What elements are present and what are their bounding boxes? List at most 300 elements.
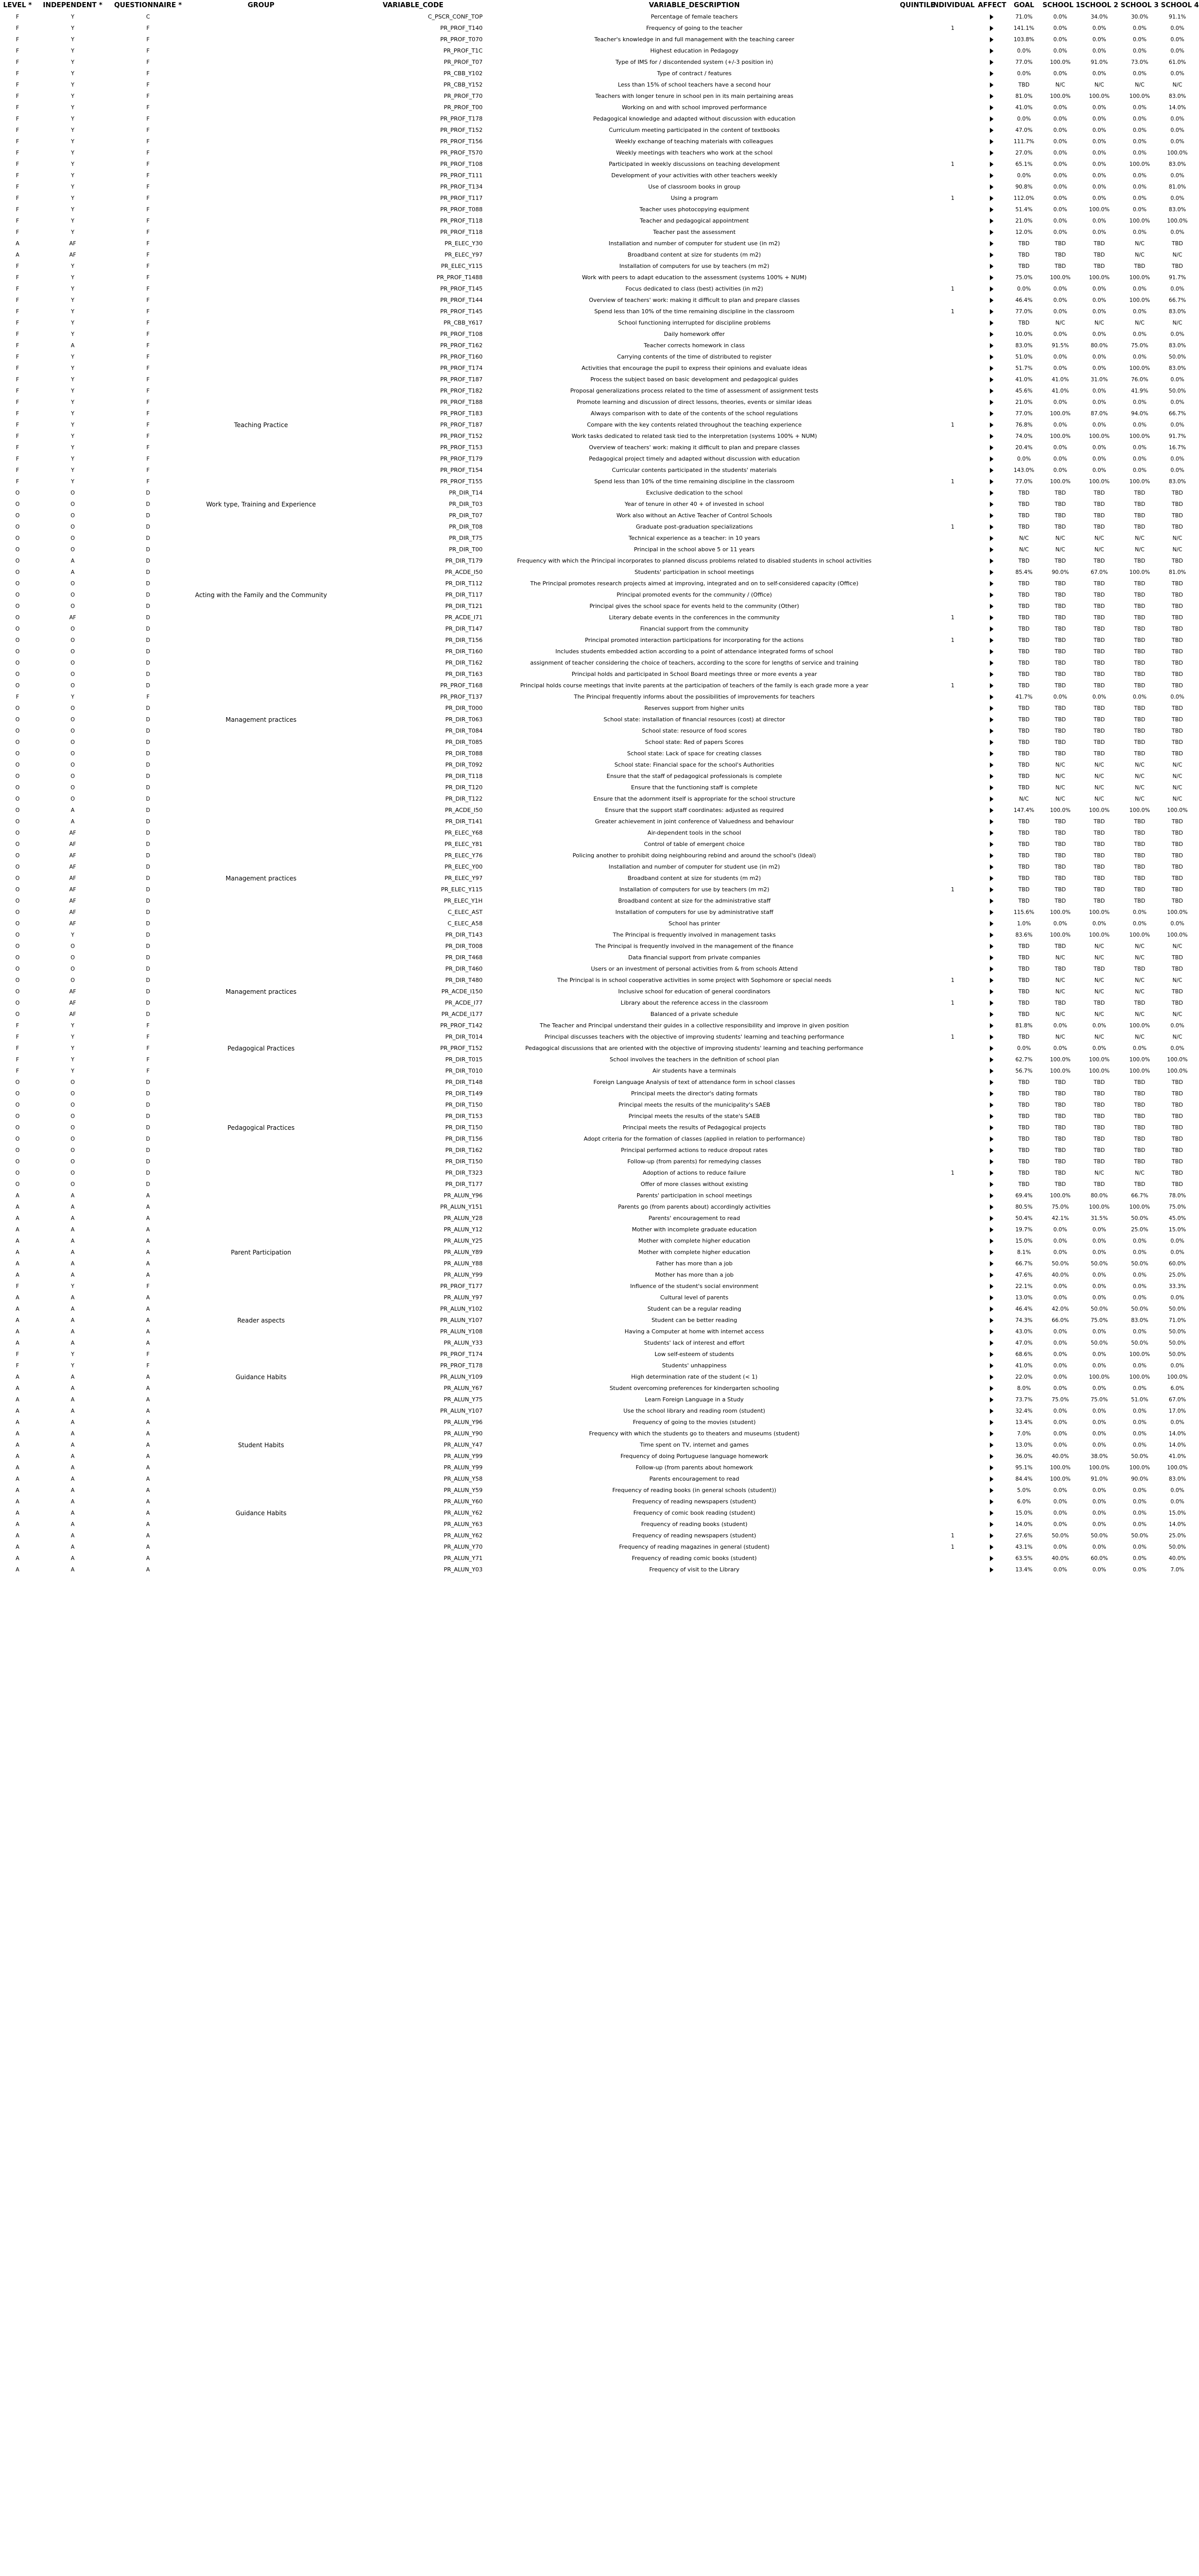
group-cell[interactable] [186, 907, 337, 918]
school-3-cell[interactable]: N/C [1135, 535, 1145, 541]
group-cell[interactable] [186, 816, 337, 827]
goal-cell[interactable]: 6.0% [1017, 1499, 1031, 1505]
school-1-cell[interactable]: 100.0% [1050, 93, 1071, 99]
variable-code-cell[interactable]: PR_ALUN_Y102 [440, 1306, 483, 1312]
quintile-cell[interactable] [899, 1553, 928, 1564]
independent-cell[interactable]: A [71, 1453, 75, 1460]
school-1-cell[interactable]: 0.0% [1053, 297, 1067, 303]
school-3-cell[interactable]: TBD [1134, 581, 1145, 587]
variable-code-cell[interactable]: PR_DIR_T160 [445, 648, 483, 655]
goal-cell[interactable]: 27.0% [1015, 150, 1033, 156]
goal-cell[interactable]: 32.4% [1015, 1408, 1033, 1414]
variable-description-cell[interactable]: Adopt criteria for the formation of classes (applied in relation to performance) [584, 1136, 805, 1142]
school-4-cell[interactable]: TBD [1172, 1113, 1183, 1120]
group-cell[interactable] [186, 1383, 337, 1394]
group-cell[interactable]: Management practices [226, 716, 297, 723]
individual-cell[interactable]: 1 [951, 195, 954, 201]
school-1-cell[interactable]: 0.0% [1053, 399, 1067, 405]
affect-cell[interactable] [977, 895, 1006, 907]
quintile-cell[interactable] [899, 1281, 928, 1292]
school-4-cell[interactable]: 15.0% [1169, 1227, 1186, 1233]
school-2-cell[interactable]: 80.0% [1090, 343, 1108, 349]
school-2-cell[interactable]: TBD [1093, 683, 1105, 689]
individual-cell[interactable] [929, 1077, 977, 1088]
independent-cell[interactable]: A [71, 1193, 75, 1199]
questionnaire-cell[interactable]: F [146, 320, 150, 326]
level-cell[interactable]: O [15, 558, 20, 564]
independent-cell[interactable]: A [71, 1555, 75, 1562]
independent-cell[interactable]: O [70, 592, 75, 598]
level-cell[interactable]: A [15, 1385, 20, 1392]
individual-cell[interactable] [929, 317, 977, 329]
school-2-cell[interactable]: 0.0% [1092, 1385, 1106, 1392]
quintile-cell[interactable] [899, 295, 928, 306]
variable-code-cell[interactable]: PR_ACDE_I150 [441, 988, 483, 995]
level-cell[interactable]: O [15, 739, 20, 745]
quintile-cell[interactable] [899, 419, 928, 431]
school-2-cell[interactable]: 0.0% [1092, 1272, 1106, 1278]
questionnaire-cell[interactable]: F [146, 377, 150, 383]
variable-code-cell[interactable]: PR_DIR_T085 [445, 739, 483, 745]
quintile-cell[interactable] [899, 884, 928, 895]
level-cell[interactable]: O [15, 637, 20, 643]
individual-cell[interactable] [929, 1485, 977, 1496]
variable-description-cell[interactable]: Teacher's knowledge in and full management with the teaching career [594, 36, 795, 43]
variable-description-cell[interactable]: School functioning interrupted for discipline problems [618, 319, 771, 326]
school-2-cell[interactable]: 100.0% [1089, 433, 1110, 439]
individual-cell[interactable] [929, 136, 977, 147]
school-4-cell[interactable]: 83.0% [1169, 207, 1186, 213]
questionnaire-cell[interactable]: A [146, 1567, 150, 1573]
school-4-cell[interactable]: 83.0% [1169, 161, 1186, 167]
school-4-cell[interactable]: TBD [1172, 513, 1183, 519]
school-3-cell[interactable]: 0.0% [1133, 1363, 1147, 1369]
group-cell[interactable] [186, 737, 337, 748]
variable-code-cell[interactable]: PR_PROF_T160 [440, 353, 483, 360]
school-2-cell[interactable]: 0.0% [1092, 445, 1106, 451]
affect-cell[interactable] [977, 1371, 1006, 1383]
header-questionnaire[interactable]: QUESTIONNAIRE * [114, 2, 182, 9]
group-cell[interactable] [186, 1156, 337, 1167]
school-2-cell[interactable]: 0.0% [1092, 1521, 1106, 1528]
quintile-cell[interactable] [899, 1360, 928, 1371]
independent-cell[interactable]: AF [69, 1000, 76, 1006]
individual-cell[interactable] [929, 669, 977, 680]
individual-cell[interactable] [929, 1122, 977, 1133]
school-3-cell[interactable]: 0.0% [1133, 139, 1147, 145]
individual-cell[interactable] [929, 1281, 977, 1292]
school-2-cell[interactable]: N/C [1094, 977, 1104, 984]
variable-description-cell[interactable]: Adoption of actions to reduce failure [642, 1170, 746, 1176]
school-3-cell[interactable]: 0.0% [1133, 25, 1147, 31]
goal-cell[interactable]: TBD [1018, 82, 1030, 88]
questionnaire-cell[interactable]: D [146, 1170, 150, 1176]
quintile-cell[interactable] [899, 895, 928, 907]
variable-code-cell[interactable]: PR_PROF_T70 [443, 93, 483, 99]
variable-description-cell[interactable]: School has printer [669, 920, 721, 927]
school-2-cell[interactable]: 0.0% [1092, 1295, 1106, 1301]
quintile-cell[interactable] [899, 669, 928, 680]
quintile-cell[interactable] [899, 941, 928, 952]
quintile-cell[interactable] [899, 159, 928, 170]
school-4-cell[interactable]: 0.0% [1170, 71, 1185, 77]
school-4-cell[interactable]: 0.0% [1170, 1487, 1185, 1494]
school-2-cell[interactable]: 38.0% [1090, 1453, 1108, 1460]
independent-cell[interactable]: O [70, 751, 75, 757]
school-4-cell[interactable]: N/C [1172, 1011, 1183, 1018]
affect-cell[interactable] [977, 1462, 1006, 1473]
quintile-cell[interactable] [899, 1519, 928, 1530]
group-cell[interactable] [186, 1303, 337, 1315]
school-4-cell[interactable]: TBD [1172, 853, 1183, 859]
school-4-cell[interactable]: N/C [1172, 1034, 1183, 1040]
affect-cell[interactable] [977, 1122, 1006, 1133]
school-4-cell[interactable]: TBD [1172, 660, 1183, 666]
affect-cell[interactable] [977, 1111, 1006, 1122]
school-4-cell[interactable]: 0.0% [1170, 116, 1185, 122]
school-1-cell[interactable]: TBD [1054, 1000, 1066, 1006]
school-4-cell[interactable]: 91.1% [1169, 14, 1186, 20]
questionnaire-cell[interactable]: D [146, 751, 150, 757]
variable-code-cell[interactable]: PR_ALUN_Y62 [443, 1532, 483, 1539]
individual-cell[interactable] [929, 329, 977, 340]
school-1-cell[interactable]: TBD [1054, 751, 1066, 757]
affect-cell[interactable] [977, 1507, 1006, 1519]
independent-cell[interactable]: Y [71, 82, 75, 88]
group-cell[interactable] [186, 487, 337, 499]
goal-cell[interactable]: TBD [1018, 1125, 1030, 1131]
independent-cell[interactable]: O [70, 705, 75, 711]
group-cell[interactable] [186, 1519, 337, 1530]
goal-cell[interactable]: TBD [1018, 1181, 1030, 1188]
group-cell[interactable] [186, 238, 337, 249]
level-cell[interactable]: A [15, 1193, 20, 1199]
quintile-cell[interactable] [899, 1145, 928, 1156]
affect-cell[interactable] [977, 1077, 1006, 1088]
school-3-cell[interactable]: 50.0% [1131, 1306, 1149, 1312]
variable-description-cell[interactable]: Principal meets the results of the state's SAEB [628, 1113, 760, 1120]
level-cell[interactable]: O [15, 660, 20, 666]
school-4-cell[interactable]: 6.0% [1170, 1385, 1185, 1392]
goal-cell[interactable]: TBD [1018, 943, 1030, 950]
variable-description-cell[interactable]: Installation and number of computer for student use (in m2) [608, 240, 780, 247]
school-3-cell[interactable]: 0.0% [1133, 1385, 1147, 1392]
school-2-cell[interactable]: 0.0% [1092, 309, 1106, 315]
school-2-cell[interactable]: TBD [1093, 513, 1105, 519]
goal-cell[interactable]: 50.4% [1015, 1215, 1033, 1222]
questionnaire-cell[interactable]: D [146, 671, 150, 677]
individual-cell[interactable] [929, 453, 977, 465]
school-2-cell[interactable]: TBD [1093, 490, 1105, 496]
group-cell[interactable] [186, 884, 337, 895]
school-3-cell[interactable]: 100.0% [1129, 1023, 1150, 1029]
quintile-cell[interactable] [899, 487, 928, 499]
school-2-cell[interactable]: 91.0% [1090, 1476, 1108, 1482]
individual-cell[interactable] [929, 1213, 977, 1224]
independent-cell[interactable]: AF [69, 853, 76, 859]
questionnaire-cell[interactable]: D [146, 1159, 150, 1165]
independent-cell[interactable]: A [71, 1487, 75, 1494]
variable-description-cell[interactable]: Compare with the key contents related throughout the teaching experience [587, 421, 802, 428]
goal-cell[interactable]: TBD [1018, 1079, 1030, 1086]
variable-code-cell[interactable]: PR_DIR_T143 [445, 931, 483, 938]
variable-code-cell[interactable]: PR_ELEC_Y30 [444, 240, 483, 247]
variable-description-cell[interactable]: Father has more than a job [656, 1260, 733, 1267]
school-2-cell[interactable]: 0.0% [1092, 184, 1106, 190]
school-1-cell[interactable]: TBD [1054, 853, 1066, 859]
variable-code-cell[interactable]: PR_PROF_T152 [440, 1045, 483, 1052]
school-4-cell[interactable]: 0.0% [1170, 1249, 1185, 1256]
independent-cell[interactable]: A [71, 1476, 75, 1482]
school-1-cell[interactable]: N/C [1055, 1011, 1066, 1018]
goal-cell[interactable]: TBD [1018, 581, 1030, 587]
school-4-cell[interactable]: 0.0% [1170, 399, 1185, 405]
school-3-cell[interactable]: TBD [1134, 875, 1145, 882]
school-2-cell[interactable]: TBD [1093, 1113, 1105, 1120]
quintile-cell[interactable] [899, 601, 928, 612]
level-cell[interactable]: A [15, 1374, 20, 1380]
school-2-cell[interactable]: N/C [1094, 955, 1104, 961]
school-3-cell[interactable]: 30.0% [1131, 14, 1149, 20]
individual-cell[interactable]: 1 [951, 524, 954, 530]
goal-cell[interactable]: 10.0% [1015, 331, 1033, 337]
goal-cell[interactable]: 43.1% [1015, 1544, 1033, 1550]
quintile-cell[interactable] [899, 1213, 928, 1224]
school-3-cell[interactable]: N/C [1135, 1170, 1145, 1176]
school-3-cell[interactable]: 94.0% [1131, 411, 1149, 417]
group-cell[interactable] [186, 929, 337, 941]
goal-cell[interactable]: TBD [1018, 989, 1030, 995]
school-2-cell[interactable]: 0.0% [1092, 1283, 1106, 1290]
group-cell[interactable] [186, 963, 337, 975]
individual-cell[interactable] [929, 1405, 977, 1417]
individual-cell[interactable] [929, 771, 977, 782]
header-goal[interactable]: GOAL [1014, 2, 1034, 9]
school-2-cell[interactable]: N/C [1094, 785, 1104, 791]
quintile-cell[interactable] [899, 329, 928, 340]
quintile-cell[interactable] [899, 612, 928, 623]
goal-cell[interactable]: 36.0% [1015, 1453, 1033, 1460]
variable-description-cell[interactable]: Frequency of going to the movies (student) [632, 1419, 756, 1426]
independent-cell[interactable]: O [70, 490, 75, 496]
variable-code-cell[interactable]: PR_DIR_T117 [445, 591, 483, 598]
variable-code-cell[interactable]: PR_DIR_T121 [445, 603, 483, 609]
goal-cell[interactable]: 65.1% [1015, 161, 1033, 167]
individual-cell[interactable]: 1 [951, 1544, 954, 1550]
goal-cell[interactable]: TBD [1018, 513, 1030, 519]
school-1-cell[interactable]: 100.0% [1050, 807, 1071, 814]
group-cell[interactable] [186, 1541, 337, 1553]
school-2-cell[interactable]: TBD [1093, 626, 1105, 632]
school-2-cell[interactable]: 100.0% [1089, 807, 1110, 814]
quintile-cell[interactable] [899, 317, 928, 329]
individual-cell[interactable] [929, 691, 977, 703]
variable-description-cell[interactable]: Frequency of doing Portuguese language homework [620, 1453, 768, 1460]
individual-cell[interactable] [929, 431, 977, 442]
variable-code-cell[interactable]: PR_PROF_T1C [443, 47, 483, 54]
school-2-cell[interactable]: N/C [1094, 320, 1104, 326]
level-cell[interactable]: A [15, 1249, 20, 1256]
goal-cell[interactable]: 141.1% [1014, 25, 1035, 31]
goal-cell[interactable]: 41.0% [1015, 377, 1033, 383]
school-1-cell[interactable]: 0.0% [1053, 467, 1067, 473]
school-2-cell[interactable]: TBD [1093, 252, 1105, 258]
independent-cell[interactable]: O [70, 955, 75, 961]
independent-cell[interactable]: O [70, 1125, 75, 1131]
variable-description-cell[interactable]: Broadband content at size for students (m m2) [627, 251, 761, 258]
level-cell[interactable]: O [15, 1136, 20, 1142]
individual-cell[interactable] [929, 827, 977, 839]
individual-cell[interactable] [929, 963, 977, 975]
goal-cell[interactable]: TBD [1018, 660, 1030, 666]
questionnaire-cell[interactable]: D [146, 909, 150, 916]
affect-cell[interactable] [977, 1564, 1006, 1575]
level-cell[interactable]: F [15, 354, 19, 360]
individual-cell[interactable] [929, 816, 977, 827]
group-cell[interactable] [186, 170, 337, 181]
school-3-cell[interactable]: 0.0% [1133, 1419, 1147, 1426]
affect-cell[interactable] [977, 1428, 1006, 1439]
group-cell[interactable] [186, 544, 337, 555]
school-1-cell[interactable]: TBD [1054, 1091, 1066, 1097]
school-2-cell[interactable]: 0.0% [1092, 388, 1106, 394]
school-2-cell[interactable]: TBD [1093, 728, 1105, 734]
independent-cell[interactable]: O [70, 513, 75, 519]
variable-description-cell[interactable]: Principal discusses teachers with the objective of improving students' learning and teaching performance [544, 1033, 844, 1040]
variable-code-cell[interactable]: PR_PROF_T134 [440, 183, 483, 190]
questionnaire-cell[interactable]: D [146, 921, 150, 927]
group-cell[interactable] [186, 261, 337, 272]
school-1-cell[interactable]: 40.0% [1051, 1555, 1069, 1562]
independent-cell[interactable]: Y [71, 127, 75, 133]
school-2-cell[interactable]: 0.0% [1092, 1351, 1106, 1358]
affect-cell[interactable] [977, 521, 1006, 533]
school-4-cell[interactable]: TBD [1172, 1102, 1183, 1108]
affect-cell[interactable] [977, 1269, 1006, 1281]
variable-description-cell[interactable]: Always comparison with to date of the contents of the school regulations [590, 410, 798, 417]
independent-cell[interactable]: A [71, 1204, 75, 1210]
school-2-cell[interactable]: 100.0% [1089, 93, 1110, 99]
quintile-cell[interactable] [899, 714, 928, 725]
variable-description-cell[interactable]: Frequency with which the students go to theaters and museums (student) [589, 1430, 800, 1437]
school-2-cell[interactable]: TBD [1093, 966, 1105, 972]
goal-cell[interactable]: TBD [1018, 853, 1030, 859]
school-2-cell[interactable]: 0.0% [1092, 1227, 1106, 1233]
independent-cell[interactable]: Y [71, 207, 75, 213]
questionnaire-cell[interactable]: F [146, 116, 150, 122]
independent-cell[interactable]: AF [69, 830, 76, 836]
school-3-cell[interactable]: N/C [1135, 796, 1145, 802]
school-2-cell[interactable]: TBD [1093, 581, 1105, 587]
school-4-cell[interactable]: N/C [1172, 943, 1183, 950]
school-3-cell[interactable]: 0.0% [1133, 286, 1147, 292]
variable-code-cell[interactable]: PR_ALUN_Y89 [443, 1249, 483, 1256]
quintile-cell[interactable] [899, 691, 928, 703]
individual-cell[interactable] [929, 91, 977, 102]
goal-cell[interactable]: 84.4% [1015, 1476, 1033, 1482]
variable-code-cell[interactable]: PR_DIR_T088 [445, 750, 483, 757]
affect-cell[interactable] [977, 1065, 1006, 1077]
questionnaire-cell[interactable]: D [146, 569, 150, 575]
group-cell[interactable] [186, 431, 337, 442]
school-4-cell[interactable]: 0.0% [1170, 1023, 1185, 1029]
variable-description-cell[interactable]: Daily homework offer [663, 331, 725, 337]
goal-cell[interactable]: TBD [1018, 1034, 1030, 1040]
affect-cell[interactable] [977, 975, 1006, 986]
variable-code-cell[interactable]: PR_DIR_T150 [445, 1124, 483, 1131]
quintile-cell[interactable] [899, 57, 928, 68]
questionnaire-cell[interactable]: A [146, 1374, 150, 1380]
variable-code-cell[interactable]: PR_PROF_T183 [440, 410, 483, 417]
variable-description-cell[interactable]: Principal meets the director's dating formats [631, 1090, 758, 1097]
school-2-cell[interactable]: 0.0% [1092, 127, 1106, 133]
affect-cell[interactable] [977, 782, 1006, 793]
school-1-cell[interactable]: N/C [1055, 989, 1066, 995]
goal-cell[interactable]: 103.8% [1014, 37, 1035, 43]
variable-description-cell[interactable]: Students' lack of interest and effort [644, 1340, 745, 1346]
quintile-cell[interactable] [899, 907, 928, 918]
school-3-cell[interactable]: TBD [1134, 1136, 1145, 1142]
variable-description-cell[interactable]: High determination rate of the student (< 1) [631, 1374, 758, 1380]
individual-cell[interactable] [929, 805, 977, 816]
variable-code-cell[interactable]: C_ELEC_AST [448, 909, 483, 916]
quintile-cell[interactable] [899, 725, 928, 737]
variable-description-cell[interactable]: Mother with incomplete graduate education [631, 1226, 757, 1233]
group-cell[interactable] [186, 555, 337, 567]
level-cell[interactable]: A [15, 1340, 20, 1346]
independent-cell[interactable]: AF [69, 841, 76, 848]
school-1-cell[interactable]: 0.0% [1053, 229, 1067, 235]
individual-cell[interactable] [929, 533, 977, 544]
variable-description-cell[interactable]: Time spent on TV, internet and games [640, 1442, 749, 1448]
variable-description-cell[interactable]: Frequency of reading newspapers (student) [632, 1532, 757, 1539]
affect-cell[interactable] [977, 34, 1006, 45]
group-cell[interactable] [186, 725, 337, 737]
school-1-cell[interactable]: 0.0% [1053, 1023, 1067, 1029]
school-4-cell[interactable]: TBD [1172, 241, 1183, 247]
group-cell[interactable] [186, 193, 337, 204]
quintile-cell[interactable] [899, 975, 928, 986]
affect-cell[interactable] [977, 510, 1006, 521]
school-2-cell[interactable]: 0.0% [1092, 1249, 1106, 1256]
goal-cell[interactable]: 14.0% [1015, 1521, 1033, 1528]
group-cell[interactable] [186, 227, 337, 238]
quintile-cell[interactable] [899, 45, 928, 57]
goal-cell[interactable]: 51.4% [1015, 207, 1033, 213]
school-3-cell[interactable]: 50.0% [1131, 1533, 1149, 1539]
school-3-cell[interactable]: 0.0% [1133, 1510, 1147, 1516]
independent-cell[interactable]: Y [71, 331, 75, 337]
school-1-cell[interactable]: N/C [1055, 977, 1066, 984]
affect-cell[interactable] [977, 714, 1006, 725]
quintile-cell[interactable] [899, 1099, 928, 1111]
quintile-cell[interactable] [899, 340, 928, 351]
individual-cell[interactable] [929, 68, 977, 79]
group-cell[interactable] [186, 34, 337, 45]
school-2-cell[interactable]: 0.0% [1092, 161, 1106, 167]
level-cell[interactable]: F [15, 207, 19, 213]
independent-cell[interactable]: Y [71, 479, 75, 485]
level-cell[interactable]: A [15, 1419, 20, 1426]
school-4-cell[interactable]: 91.7% [1169, 433, 1186, 439]
affect-cell[interactable] [977, 1258, 1006, 1269]
variable-code-cell[interactable]: PR_DIR_T120 [445, 784, 483, 791]
goal-cell[interactable]: 8.1% [1017, 1249, 1031, 1256]
goal-cell[interactable]: 77.0% [1015, 479, 1033, 485]
questionnaire-cell[interactable]: F [146, 139, 150, 145]
school-2-cell[interactable]: N/C [1094, 989, 1104, 995]
school-3-cell[interactable]: 0.0% [1133, 173, 1147, 179]
